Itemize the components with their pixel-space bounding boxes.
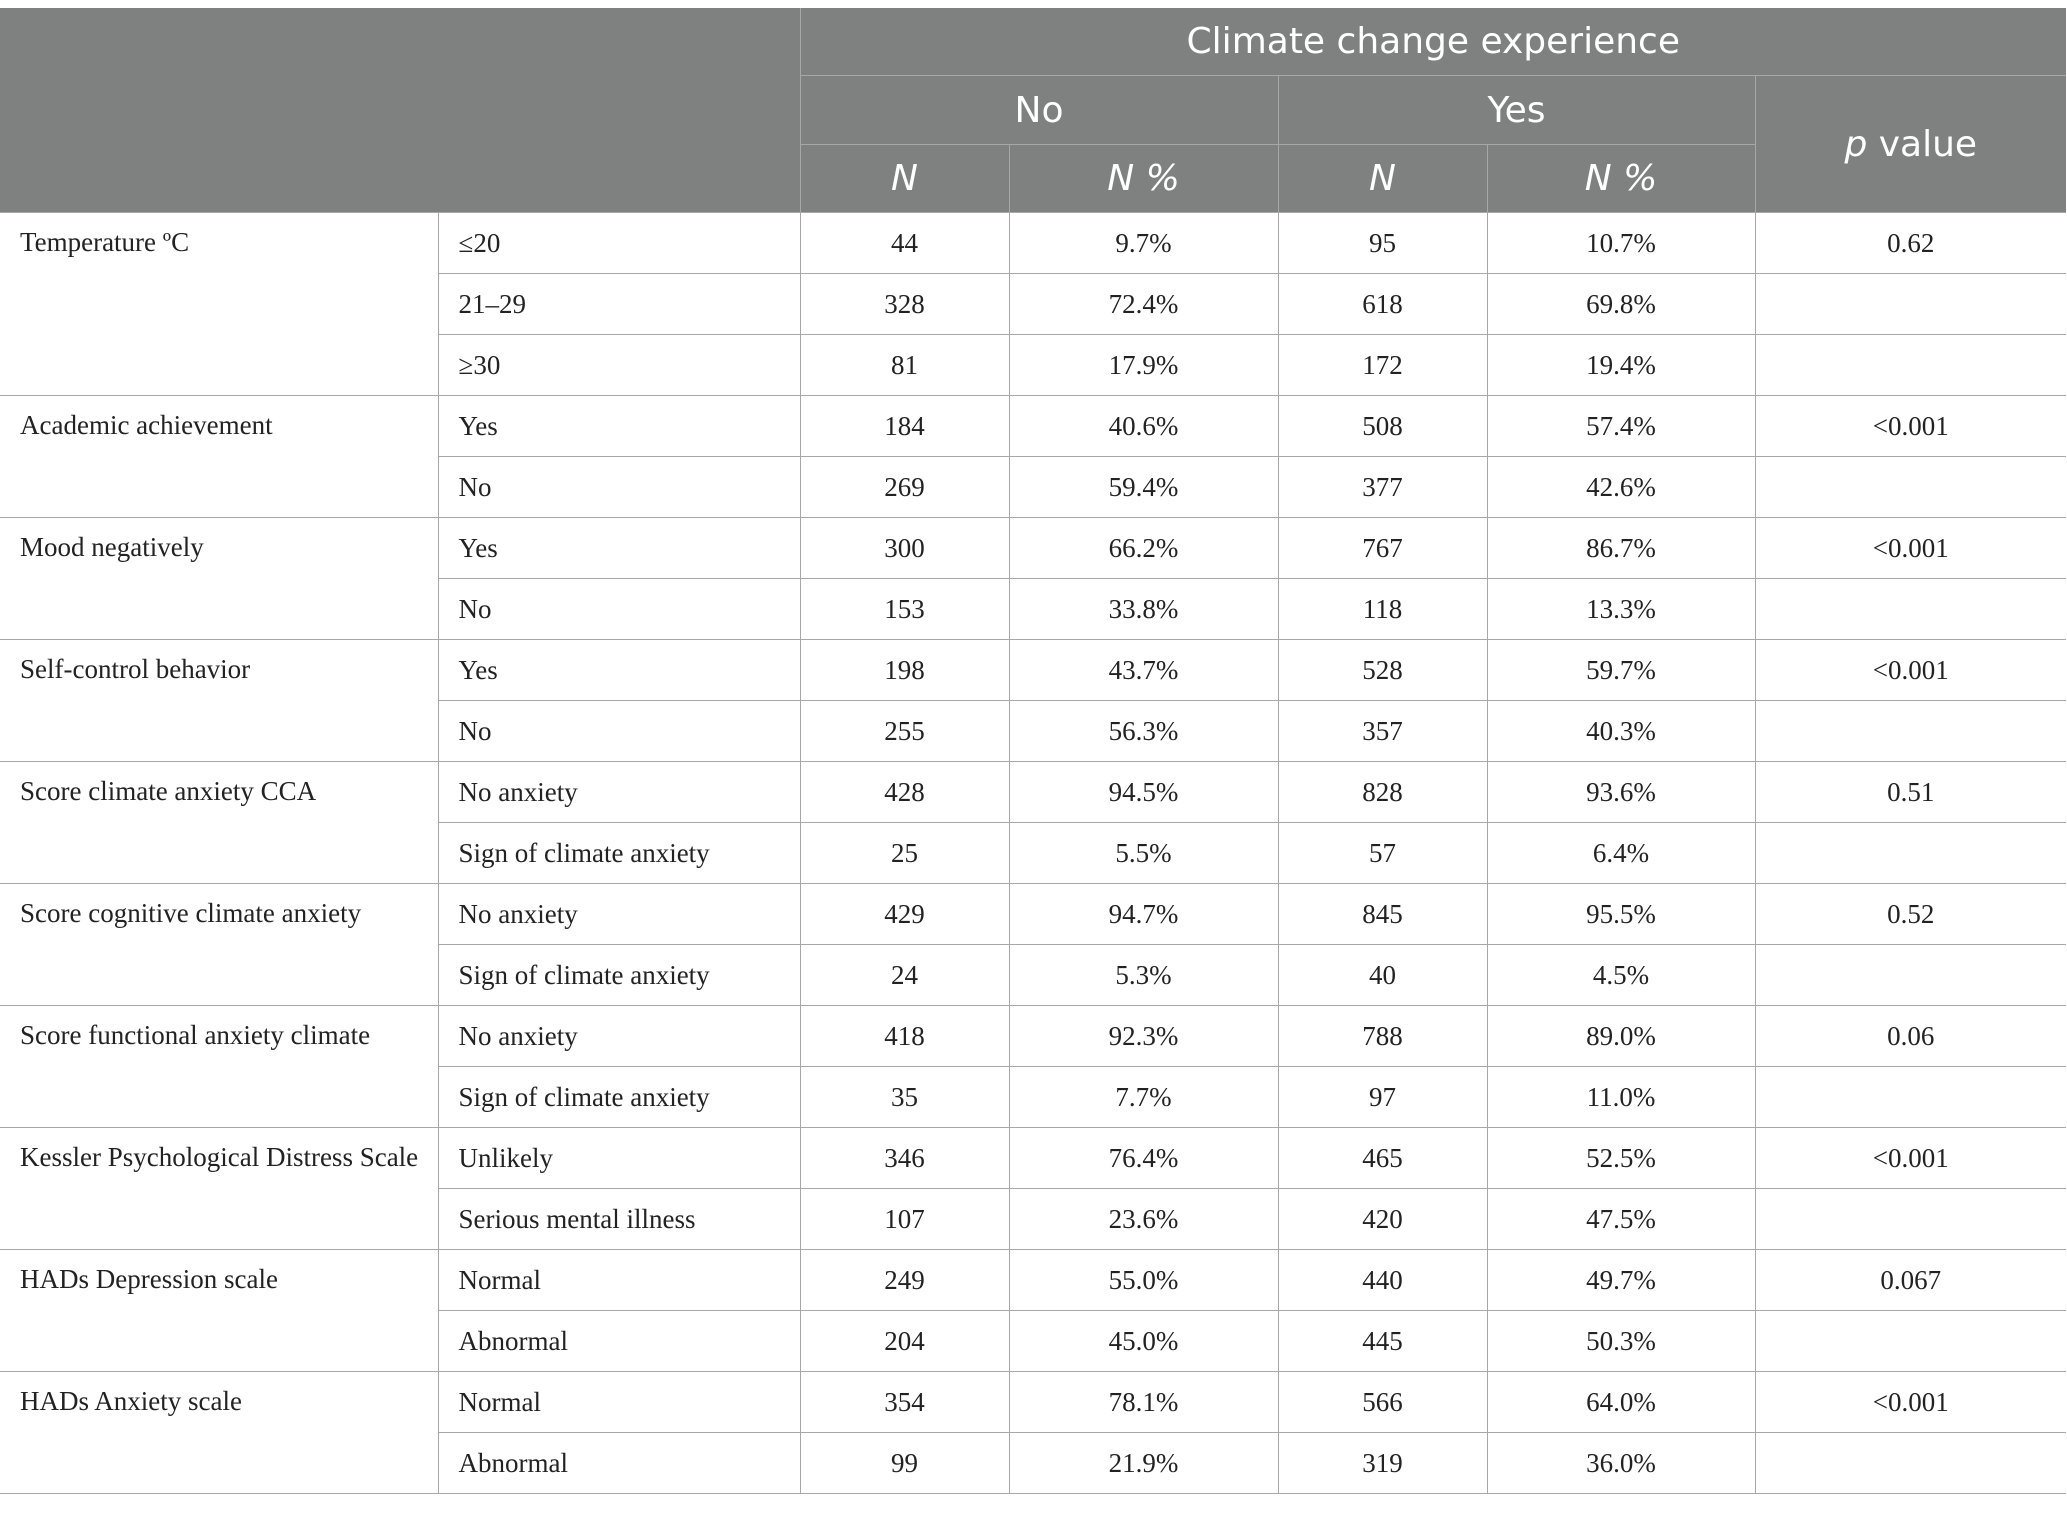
yes-n-cell: 828 bbox=[1278, 762, 1487, 823]
yes-npct-cell: 93.6% bbox=[1487, 762, 1755, 823]
yes-n-cell: 172 bbox=[1278, 335, 1487, 396]
yes-n-cell: 440 bbox=[1278, 1250, 1487, 1311]
yes-npct-cell: 69.8% bbox=[1487, 274, 1755, 335]
no-n-cell: 204 bbox=[800, 1311, 1009, 1372]
p-value-cell: <0.001 bbox=[1755, 396, 2066, 457]
p-value-cell: <0.001 bbox=[1755, 518, 2066, 579]
yes-n-cell: 97 bbox=[1278, 1067, 1487, 1128]
p-value-cell bbox=[1755, 945, 2066, 1006]
header-no-npct: N % bbox=[1009, 145, 1278, 213]
yes-npct-cell: 40.3% bbox=[1487, 701, 1755, 762]
category-cell: 21–29 bbox=[438, 274, 800, 335]
category-cell: Yes bbox=[438, 518, 800, 579]
yes-npct-cell: 49.7% bbox=[1487, 1250, 1755, 1311]
no-n-cell: 153 bbox=[800, 579, 1009, 640]
yes-npct-cell: 89.0% bbox=[1487, 1006, 1755, 1067]
variable-name: Score climate anxiety CCA bbox=[0, 762, 438, 884]
no-npct-cell: 40.6% bbox=[1009, 396, 1278, 457]
category-cell: Serious mental illness bbox=[438, 1189, 800, 1250]
category-cell: Yes bbox=[438, 396, 800, 457]
p-value-cell: <0.001 bbox=[1755, 640, 2066, 701]
table-row bbox=[0, 1006, 2066, 1067]
no-n-cell: 81 bbox=[800, 335, 1009, 396]
no-n-cell: 184 bbox=[800, 396, 1009, 457]
category-cell: Sign of climate anxiety bbox=[438, 823, 800, 884]
yes-n-cell: 465 bbox=[1278, 1128, 1487, 1189]
p-value-cell: 0.62 bbox=[1755, 213, 2066, 274]
yes-n-cell: 445 bbox=[1278, 1311, 1487, 1372]
category-cell: No bbox=[438, 457, 800, 518]
table-row bbox=[0, 518, 2066, 579]
variable-name: HADs Depression scale bbox=[0, 1250, 438, 1372]
variable-name: Score cognitive climate anxiety bbox=[0, 884, 438, 1006]
p-value-cell bbox=[1755, 335, 2066, 396]
yes-n-cell: 118 bbox=[1278, 579, 1487, 640]
no-n-cell: 354 bbox=[800, 1372, 1009, 1433]
no-npct-cell: 72.4% bbox=[1009, 274, 1278, 335]
table-row bbox=[0, 762, 2066, 823]
p-value-cell bbox=[1755, 579, 2066, 640]
category-cell: Unlikely bbox=[438, 1128, 800, 1189]
variable-name: Mood negatively bbox=[0, 518, 438, 640]
category-cell: No anxiety bbox=[438, 1006, 800, 1067]
yes-npct-cell: 95.5% bbox=[1487, 884, 1755, 945]
no-n-cell: 107 bbox=[800, 1189, 1009, 1250]
yes-n-cell: 845 bbox=[1278, 884, 1487, 945]
no-n-cell: 428 bbox=[800, 762, 1009, 823]
p-value-cell: 0.06 bbox=[1755, 1006, 2066, 1067]
category-cell: No bbox=[438, 701, 800, 762]
category-cell: ≥30 bbox=[438, 335, 800, 396]
table-row bbox=[0, 1372, 2066, 1433]
no-n-cell: 99 bbox=[800, 1433, 1009, 1494]
p-italic: p bbox=[1844, 123, 1868, 165]
yes-npct-cell: 86.7% bbox=[1487, 518, 1755, 579]
category-cell: Sign of climate anxiety bbox=[438, 945, 800, 1006]
category-cell: Abnormal bbox=[438, 1433, 800, 1494]
yes-n-cell: 508 bbox=[1278, 396, 1487, 457]
header-no-n: N bbox=[800, 145, 1009, 213]
no-npct-cell: 45.0% bbox=[1009, 1311, 1278, 1372]
no-npct-cell: 59.4% bbox=[1009, 457, 1278, 518]
header-group-title: Climate change experience bbox=[800, 8, 2066, 76]
category-cell: Abnormal bbox=[438, 1311, 800, 1372]
table-row bbox=[0, 1128, 2066, 1189]
category-cell: Normal bbox=[438, 1250, 800, 1311]
yes-npct-cell: 36.0% bbox=[1487, 1433, 1755, 1494]
p-value-cell bbox=[1755, 701, 2066, 762]
yes-npct-cell: 57.4% bbox=[1487, 396, 1755, 457]
variable-name: Temperature ºC bbox=[0, 213, 438, 396]
category-cell: Sign of climate anxiety bbox=[438, 1067, 800, 1128]
yes-n-cell: 319 bbox=[1278, 1433, 1487, 1494]
no-n-cell: 418 bbox=[800, 1006, 1009, 1067]
variable-name: Academic achievement bbox=[0, 396, 438, 518]
yes-npct-cell: 64.0% bbox=[1487, 1372, 1755, 1433]
yes-npct-cell: 13.3% bbox=[1487, 579, 1755, 640]
variable-name: Kessler Psychological Distress Scale bbox=[0, 1128, 438, 1250]
yes-npct-cell: 42.6% bbox=[1487, 457, 1755, 518]
header-yes: Yes bbox=[1278, 76, 1755, 145]
p-value-cell: 0.51 bbox=[1755, 762, 2066, 823]
no-n-cell: 249 bbox=[800, 1250, 1009, 1311]
no-n-cell: 328 bbox=[800, 274, 1009, 335]
table-row bbox=[0, 396, 2066, 457]
variable-name: HADs Anxiety scale bbox=[0, 1372, 438, 1494]
yes-npct-cell: 6.4% bbox=[1487, 823, 1755, 884]
no-npct-cell: 56.3% bbox=[1009, 701, 1278, 762]
yes-n-cell: 40 bbox=[1278, 945, 1487, 1006]
no-npct-cell: 94.7% bbox=[1009, 884, 1278, 945]
header-p-value bbox=[1755, 76, 2066, 213]
header-yes-n: N bbox=[1278, 145, 1487, 213]
p-value-cell bbox=[1755, 274, 2066, 335]
yes-n-cell: 788 bbox=[1278, 1006, 1487, 1067]
p-value-cell: <0.001 bbox=[1755, 1128, 2066, 1189]
no-n-cell: 346 bbox=[800, 1128, 1009, 1189]
yes-npct-cell: 11.0% bbox=[1487, 1067, 1755, 1128]
no-npct-cell: 55.0% bbox=[1009, 1250, 1278, 1311]
yes-n-cell: 377 bbox=[1278, 457, 1487, 518]
no-npct-cell: 92.3% bbox=[1009, 1006, 1278, 1067]
p-value-text: value bbox=[1867, 123, 1978, 165]
no-n-cell: 255 bbox=[800, 701, 1009, 762]
header-blank-cell bbox=[0, 8, 800, 213]
p-value-cell bbox=[1755, 1067, 2066, 1128]
table-row bbox=[0, 640, 2066, 701]
yes-npct-cell: 4.5% bbox=[1487, 945, 1755, 1006]
p-value-cell bbox=[1755, 1311, 2066, 1372]
yes-n-cell: 566 bbox=[1278, 1372, 1487, 1433]
no-npct-cell: 43.7% bbox=[1009, 640, 1278, 701]
no-npct-cell: 17.9% bbox=[1009, 335, 1278, 396]
no-n-cell: 198 bbox=[800, 640, 1009, 701]
yes-npct-cell: 10.7% bbox=[1487, 213, 1755, 274]
category-cell: Normal bbox=[438, 1372, 800, 1433]
no-n-cell: 25 bbox=[800, 823, 1009, 884]
yes-n-cell: 95 bbox=[1278, 213, 1487, 274]
table-body bbox=[0, 213, 2066, 1494]
table-row bbox=[0, 884, 2066, 945]
no-n-cell: 24 bbox=[800, 945, 1009, 1006]
no-npct-cell: 66.2% bbox=[1009, 518, 1278, 579]
p-value-cell bbox=[1755, 1189, 2066, 1250]
no-npct-cell: 23.6% bbox=[1009, 1189, 1278, 1250]
p-value-cell: 0.52 bbox=[1755, 884, 2066, 945]
yes-npct-cell: 47.5% bbox=[1487, 1189, 1755, 1250]
header-no: No bbox=[800, 76, 1278, 145]
yes-n-cell: 357 bbox=[1278, 701, 1487, 762]
variable-name: Self-control behavior bbox=[0, 640, 438, 762]
no-npct-cell: 78.1% bbox=[1009, 1372, 1278, 1433]
yes-n-cell: 528 bbox=[1278, 640, 1487, 701]
yes-npct-cell: 52.5% bbox=[1487, 1128, 1755, 1189]
no-npct-cell: 33.8% bbox=[1009, 579, 1278, 640]
yes-npct-cell: 50.3% bbox=[1487, 1311, 1755, 1372]
category-cell: No anxiety bbox=[438, 762, 800, 823]
no-npct-cell: 21.9% bbox=[1009, 1433, 1278, 1494]
no-npct-cell: 94.5% bbox=[1009, 762, 1278, 823]
no-n-cell: 269 bbox=[800, 457, 1009, 518]
category-cell: No bbox=[438, 579, 800, 640]
no-npct-cell: 9.7% bbox=[1009, 213, 1278, 274]
no-npct-cell: 76.4% bbox=[1009, 1128, 1278, 1189]
p-value-cell bbox=[1755, 457, 2066, 518]
yes-n-cell: 767 bbox=[1278, 518, 1487, 579]
category-cell: No anxiety bbox=[438, 884, 800, 945]
p-value-cell: <0.001 bbox=[1755, 1372, 2066, 1433]
yes-n-cell: 420 bbox=[1278, 1189, 1487, 1250]
p-value-cell bbox=[1755, 1433, 2066, 1494]
variable-name: Score functional anxiety climate bbox=[0, 1006, 438, 1128]
no-n-cell: 44 bbox=[800, 213, 1009, 274]
p-value-cell: 0.067 bbox=[1755, 1250, 2066, 1311]
no-n-cell: 429 bbox=[800, 884, 1009, 945]
yes-n-cell: 57 bbox=[1278, 823, 1487, 884]
no-n-cell: 35 bbox=[800, 1067, 1009, 1128]
table-header bbox=[0, 8, 2066, 213]
results-table bbox=[0, 8, 2066, 1494]
no-npct-cell: 5.3% bbox=[1009, 945, 1278, 1006]
no-npct-cell: 5.5% bbox=[1009, 823, 1278, 884]
p-value-cell bbox=[1755, 823, 2066, 884]
no-npct-cell: 7.7% bbox=[1009, 1067, 1278, 1128]
category-cell: ≤20 bbox=[438, 213, 800, 274]
yes-n-cell: 618 bbox=[1278, 274, 1487, 335]
no-n-cell: 300 bbox=[800, 518, 1009, 579]
yes-npct-cell: 59.7% bbox=[1487, 640, 1755, 701]
table-row bbox=[0, 1250, 2066, 1311]
yes-npct-cell: 19.4% bbox=[1487, 335, 1755, 396]
header-yes-npct: N % bbox=[1487, 145, 1755, 213]
category-cell: Yes bbox=[438, 640, 800, 701]
table-row bbox=[0, 213, 2066, 274]
